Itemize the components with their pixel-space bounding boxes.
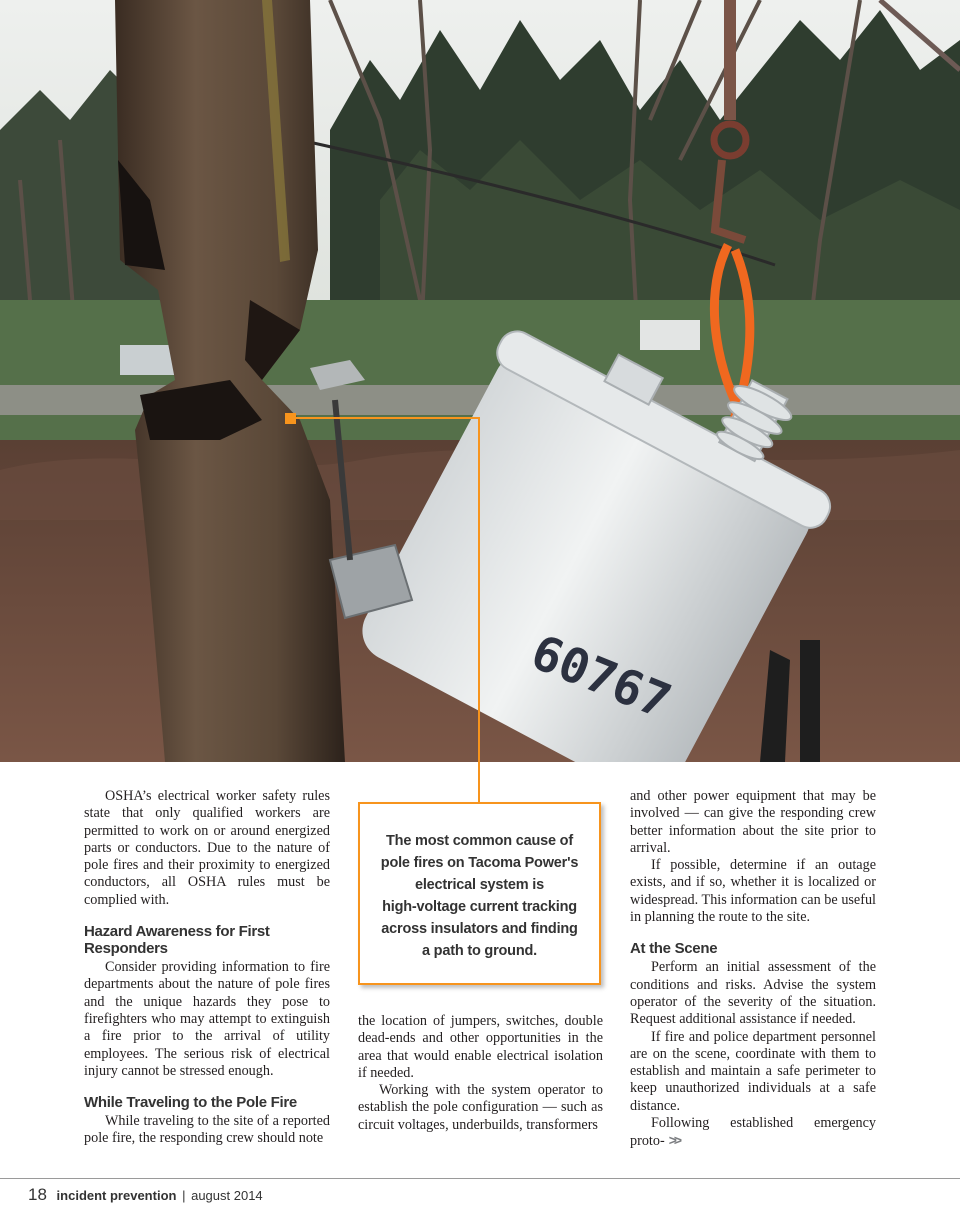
transformer-number: 60767	[523, 624, 679, 731]
issue-date: august 2014	[191, 1188, 263, 1203]
footer-divider	[0, 1178, 960, 1179]
callout-line-vertical	[478, 417, 480, 803]
system-operator-paragraph-part-2: and other power equipment that may be involved — can give the responding crew better information about the site prior to arrival.	[630, 788, 876, 856]
system-operator-paragraph-part-1: Working with the system operator to establish the pole configuration — such as circuit voltages, underbuilds, transformers	[358, 1082, 603, 1133]
callout-line-horizontal	[295, 417, 480, 419]
heading-hazard-awareness: Hazard Awareness for First Responders	[84, 923, 270, 958]
traveling-paragraph-part-2: the location of jumpers, switches, double dead-ends and other opportunities in the area that would enable electrical isolation if needed.	[358, 1013, 603, 1081]
heading-while-traveling: While Traveling to the Pole Fire	[84, 1094, 297, 1112]
article-column-3	[630, 788, 876, 1151]
heading-at-the-scene: At the Scene	[630, 940, 718, 958]
magazine-name: incident prevention	[56, 1188, 177, 1203]
page-number: 18	[28, 1185, 47, 1204]
article-column-2	[358, 1013, 603, 1134]
intro-paragraph: OSHA’s electrical worker safety rules state that only qualified workers are permitted to work on or around energized parts or conductors. Due to the nature of pole fires and their proximity to energized conductors, all OSHA rules must be complied with.	[84, 788, 330, 908]
page-footer	[28, 1185, 263, 1205]
pull-quote-line: pole fires on Tacoma Power's	[380, 855, 579, 871]
pull-quote-line: high-voltage current tracking	[382, 899, 577, 915]
pull-quote-line: electrical system is	[414, 877, 544, 893]
pull-quote-line: The most common cause of	[386, 833, 573, 849]
pull-quote-line: a path to ground.	[421, 943, 537, 959]
protocol-text: Following established emergency proto-	[630, 1115, 876, 1150]
traveling-paragraph-part-1: While traveling to the site of a reported pole fire, the responding crew should note	[84, 1113, 330, 1147]
hazard-paragraph: Consider providing information to fire departments about the nature of pole fires and the unique hazards they pose to firefighters who may attempt to extinguish a fire prior to the arrival of utility employees. The serious risk of electrical injury cannot be stressed enough.	[84, 959, 330, 1079]
continue-arrow-icon: >>	[668, 1132, 680, 1149]
pull-quote-line: across insulators and finding	[381, 921, 578, 937]
outage-paragraph: If possible, determine if an outage exists, and if so, whether it is localized or widespread. This information can be useful in planning the route to the site.	[630, 857, 876, 926]
perimeter-paragraph: If fire and police department personnel are on the scene, coordinate with them to establish and maintain a safe perimeter to keep unauthorized individuals at a safe distance.	[630, 1028, 876, 1114]
pull-quote	[358, 802, 601, 985]
article-column-1	[84, 788, 330, 1148]
assessment-paragraph: Perform an initial assessment of the conditions and risks. Advise the system operator of the severity of the situation. Request additional assistance if needed.	[630, 959, 876, 1028]
protocol-paragraph	[630, 1115, 876, 1151]
footer-separator: |	[182, 1188, 186, 1203]
